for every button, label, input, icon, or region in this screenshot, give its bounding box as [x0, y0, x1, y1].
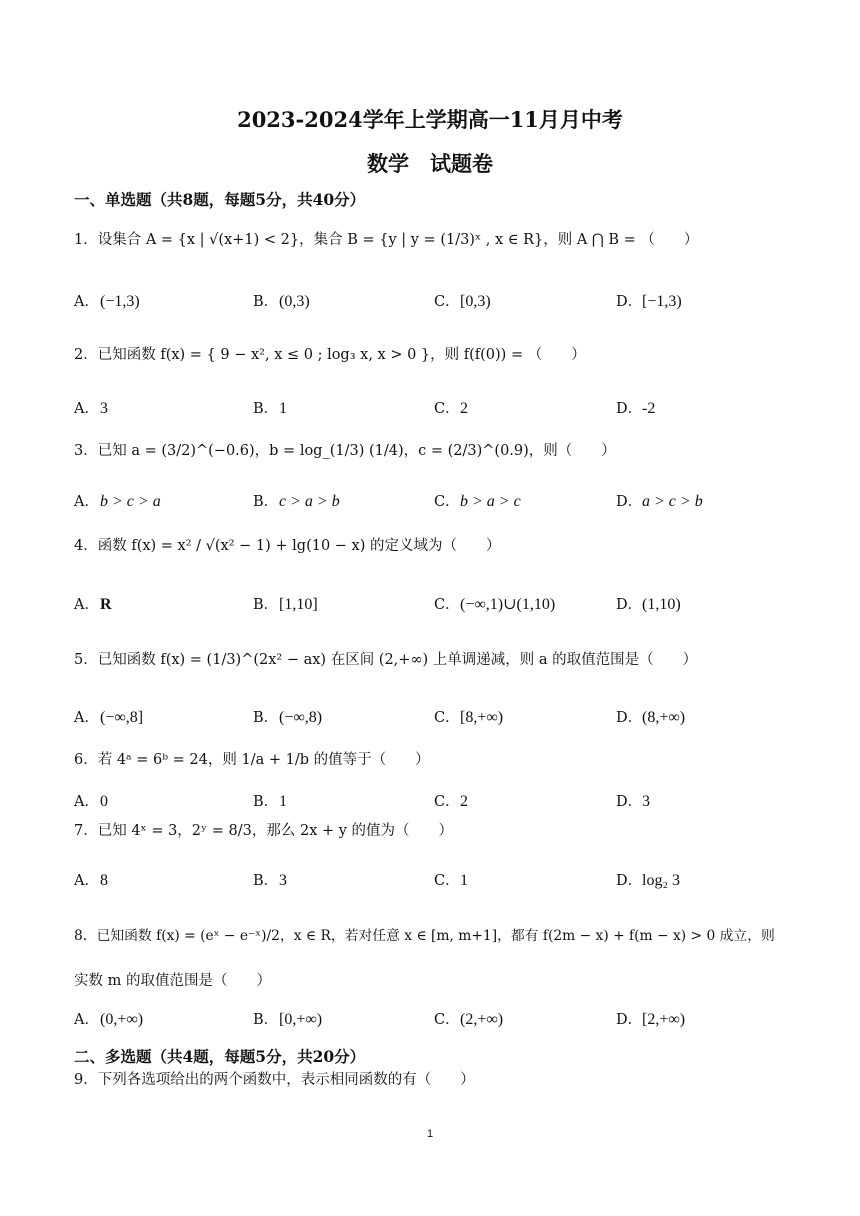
- question-3-option-a: A．b > c > a: [74, 493, 161, 510]
- question-6-stem: 6．若 4ᵃ = 6ᵇ = 24，则 1/a + 1/b 的值等于（ ）: [74, 752, 430, 768]
- exam-title: 2023-2024学年上学期高一11月月中考: [237, 107, 623, 132]
- question-1-option-a: A．(−1,3): [74, 293, 140, 310]
- question-7-stem: 7．已知 4ˣ = 3，2ʸ = 8/3，那么 2x + y 的值为（ ）: [74, 823, 454, 839]
- exam-subtitle: 数学 试题卷: [367, 151, 493, 176]
- question-8-stem-continued: 实数 m 的取值范围是（ ）: [74, 973, 271, 989]
- question-7-option-b: B．3: [253, 872, 287, 889]
- section-heading-single-choice: 一、单选题（共8题，每题5分，共40分）: [74, 190, 366, 209]
- question-5-option-d: D．(8,+∞): [616, 709, 686, 726]
- section-heading-multiple-choice: 二、多选题（共4题，每题5分，共20分）: [74, 1047, 366, 1066]
- question-6-option-a: A．0: [74, 793, 108, 810]
- question-3-stem: 3．已知 a = (3/2)^(−0.6)，b = log_(1/3) (1/4)，c = (2/3)^(0.9)，则（ ）: [74, 443, 616, 459]
- question-8-option-d: D．[2,+∞): [616, 1011, 686, 1028]
- question-9-stem: 9．下列各选项给出的两个函数中，表示相同函数的有（ ）: [74, 1072, 475, 1088]
- question-2-option-b: B．1: [253, 400, 287, 417]
- question-7-option-d: D．log₂ 3: [616, 872, 681, 889]
- question-4-stem: 4．函数 f(x) = x² / √(x² − 1) + lg(10 − x) 的定义域为（ ）: [74, 538, 501, 554]
- question-3-option-c: C．b > a > c: [434, 493, 521, 510]
- question-7-option-a: A．8: [74, 872, 108, 889]
- question-2-option-a: A．3: [74, 400, 108, 417]
- question-7-option-c: C．1: [434, 872, 468, 889]
- question-6-option-c: C．2: [434, 793, 468, 810]
- question-8-option-c: C．(2,+∞): [434, 1011, 504, 1028]
- question-4-option-d: D．(1,10): [616, 596, 681, 613]
- question-1-stem: 1．设集合 A = {x | √(x+1) < 2}，集合 B = {y | y = (1/3)ˣ , x ∈ R}，则 A ⋂ B = （ ）: [74, 232, 699, 248]
- question-2-option-c: C．2: [434, 400, 468, 417]
- question-1-option-b: B．(0,3): [253, 293, 310, 310]
- question-4-option-a: A．R: [74, 596, 112, 613]
- question-5-option-b: B．(−∞,8): [253, 709, 323, 726]
- question-2-stem: 2．已知函数 f(x) = { 9 − x², x ≤ 0 ; log₃ x, x > 0 }，则 f(f(0)) = （ ）: [74, 347, 586, 363]
- question-4-option-b: B．[1,10]: [253, 596, 318, 613]
- question-5-option-a: A．(−∞,8]: [74, 709, 144, 726]
- question-3-option-d: D．a > c > b: [616, 493, 703, 510]
- question-6-option-b: B．1: [253, 793, 287, 810]
- page-number: 1: [426, 1128, 434, 1140]
- question-3-option-b: B．c > a > b: [253, 493, 340, 510]
- question-8-stem: 8．已知函数 f(x) = (eˣ − e⁻ˣ)/2，x ∈ R，若对任意 x ∈ [m, m+1]，都有 f(2m − x) + f(m − x) > 0 成立，则: [74, 928, 775, 944]
- question-6-option-d: D．3: [616, 793, 650, 810]
- question-8-option-b: B．[0,+∞): [253, 1011, 323, 1028]
- question-1-option-c: C．[0,3): [434, 293, 491, 310]
- question-5-option-c: C．[8,+∞): [434, 709, 504, 726]
- question-5-stem: 5．已知函数 f(x) = (1/3)^(2x² − ax) 在区间 (2,+∞) 上单调递减，则 a 的取值范围是（ ）: [74, 652, 698, 668]
- question-4-option-c: C．(−∞,1)∪(1,10): [434, 596, 556, 613]
- question-8-option-a: A．(0,+∞): [74, 1011, 144, 1028]
- question-2-option-d: D．-2: [616, 400, 656, 417]
- question-1-option-d: D．[−1,3): [616, 293, 682, 310]
